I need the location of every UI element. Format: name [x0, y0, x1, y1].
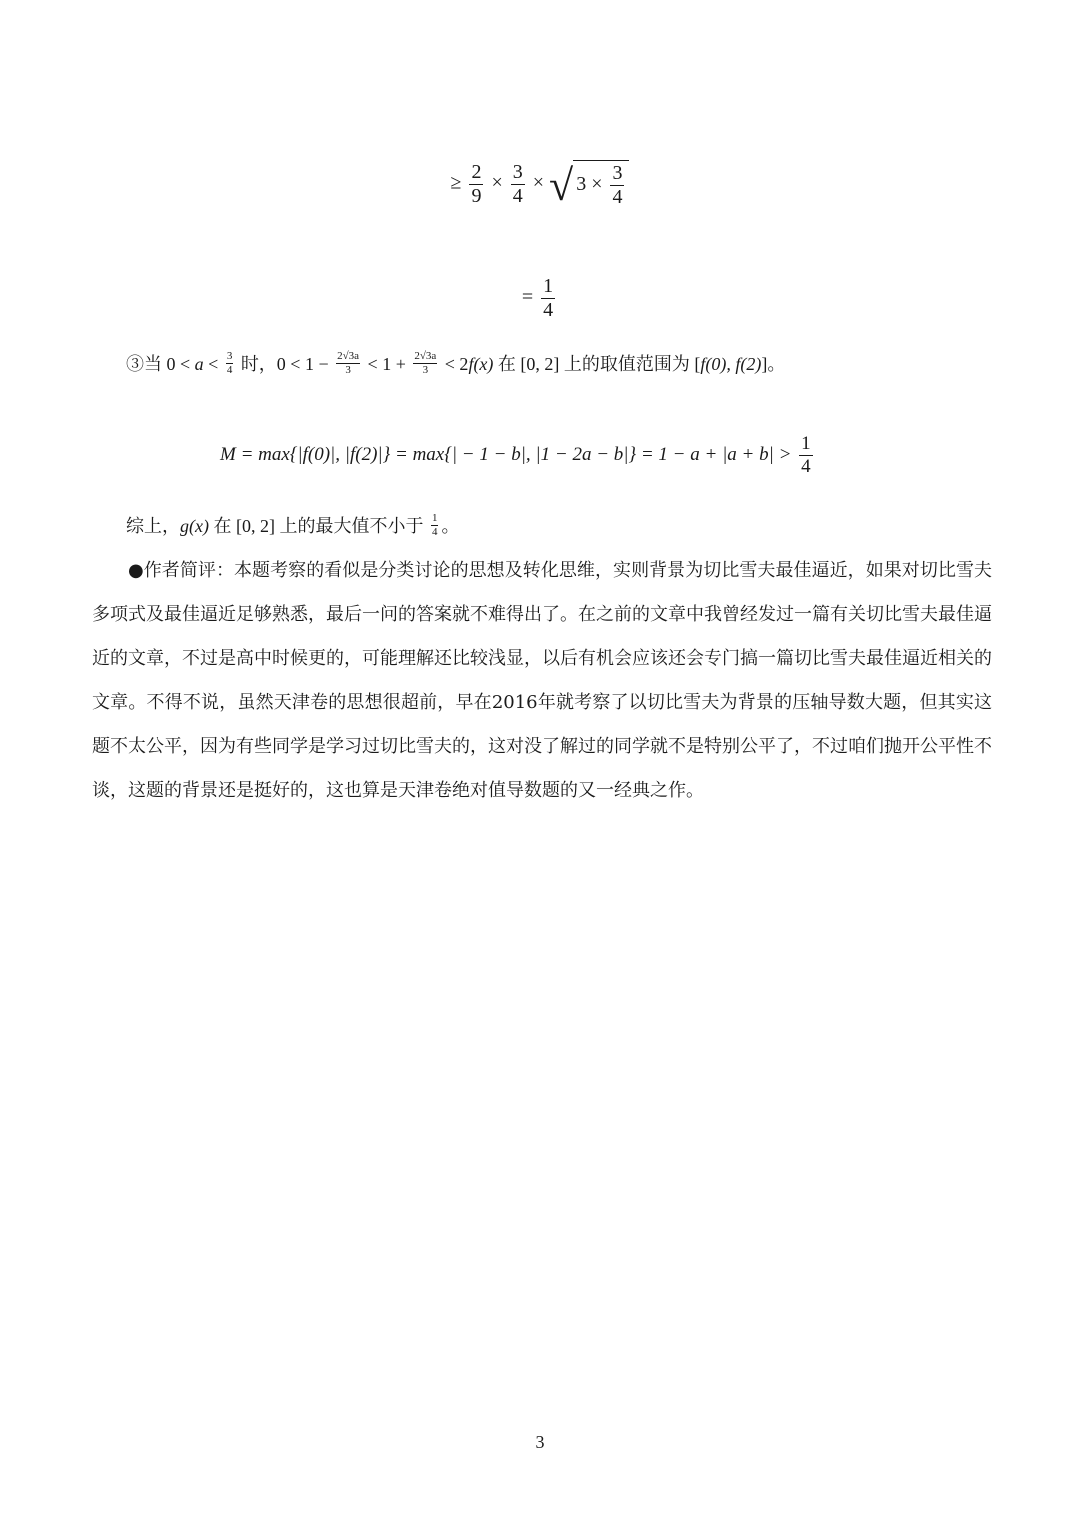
equation-equals-quarter: = $\frac{1}{4}$	[521, 275, 554, 321]
page-number: 3	[535, 1432, 545, 1452]
equation-max-M: M = max{|f(0)|, |f(2)|} = max{| − 1 − b|, |1 − 2a − b|} = 1 − a + |a + b| > $\frac{1}{4}$	[220, 433, 811, 477]
equation-inequality-bound: ≥ $\frac{2}{9}$ × $\frac{3}{4}$ × √ 3 × $\frac{3}{4}$	[0, 160, 1080, 208]
fraction-3-4: $\frac{3}{4}$	[512, 160, 523, 207]
fraction-2-9: $\frac{2}{9}$	[471, 160, 482, 207]
sqrt-radicand: 3 × $\frac{3}{4}$	[573, 160, 629, 208]
fraction-1-4: $\frac{1}{4}$	[801, 433, 811, 477]
author-comment: ●作者简评：本题考察的看似是分类讨论的思想及转化思维，实则背景为切比雪夫最佳逼近，如果对切比雪夫多项式及最佳逼近足够熟悉，最后一问的答案就不难得出了。在之前的文章中我曾经发过一篇有关切比雪夫最佳逼近的文章，不过是高中时候更的，可能理解还比较浅显，以后有机会应该还会专门搞一篇切比雪夫最佳逼近相关的文章。不得不说，虽然天津卷的思想很超前，早在2016年就考察了以切比雪夫为背景的压轴导数大题，但其实这题不太公平，因为有些同学是学习过切比雪夫的，这对没了解过的同学就不是特别公平了，不过咱们抛开公平性不谈，这题的背景还是挺好的，这也算是天津卷绝对值导数题的又一经典之作。	[92, 560, 992, 801]
fraction-1-4: $\frac{1}{4}$	[543, 275, 554, 321]
summary-text: 综上，g(x) 在 [0, 2] 上的最大值不小于 $\frac{1}{4}$ 。	[126, 512, 460, 538]
sqrt-icon: √	[549, 161, 574, 210]
case-three-text: ③当 0 < a < $\frac{3}{4}$ 时，0 < 1 − $\frac{2√3a}{3}$ < 1 + $\frac{2√3a}{3}$ < 2f(x) 在 [0, 2] 上的取值范围为 [f(0), f(2)]。	[126, 350, 786, 376]
